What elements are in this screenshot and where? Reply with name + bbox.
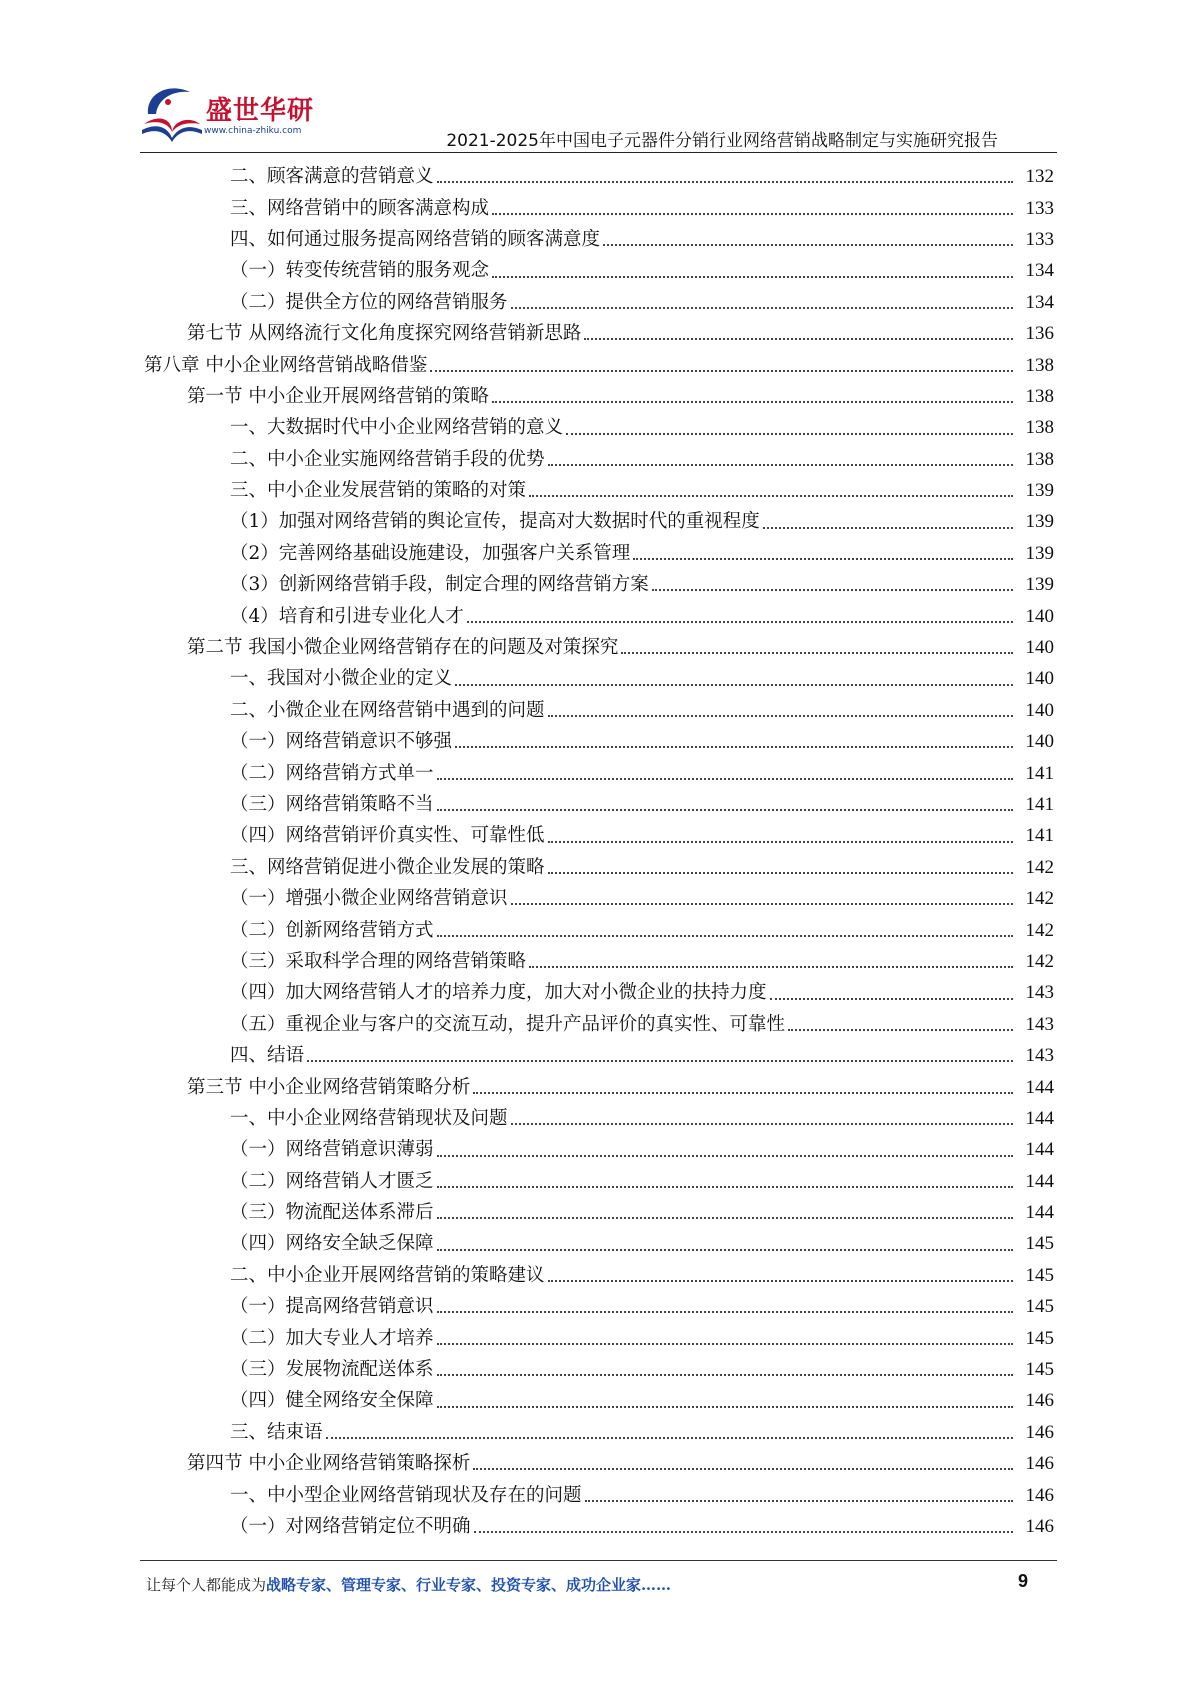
toc-entry-page: 145	[1025, 1233, 1054, 1255]
toc-entry[interactable]	[0, 1448, 1191, 1479]
toc-entry[interactable]	[0, 444, 1191, 475]
toc-entry[interactable]	[0, 1322, 1191, 1353]
toc-entry-page: 146	[1025, 1421, 1054, 1443]
toc-entry-title: 三、结束语	[230, 1421, 323, 1443]
toc-entry-page: 145	[1025, 1296, 1054, 1318]
toc-leader-dots	[437, 1217, 1013, 1219]
toc-entry-title: 第四节 中小企业网络营销策略探析	[187, 1453, 471, 1475]
toc-entry-page: 144	[1025, 1202, 1054, 1224]
toc-entry[interactable]	[0, 789, 1191, 820]
toc-entry-page: 139	[1025, 542, 1054, 564]
toc-entry-page: 141	[1025, 825, 1054, 847]
toc-leader-dots	[584, 338, 1013, 340]
toc-entry-title: 四、如何通过服务提高网络营销的顾客满意度	[230, 228, 601, 250]
toc-entry[interactable]	[0, 1166, 1191, 1197]
toc-entry[interactable]	[0, 1291, 1191, 1322]
toc-leader-dots	[473, 1468, 1013, 1470]
toc-entry-title: 第三节 中小企业网络营销策略分析	[187, 1076, 471, 1098]
toc-entry[interactable]	[0, 569, 1191, 600]
toc-entry-title: （4）培育和引进专业化人才	[230, 605, 464, 627]
toc-leader-dots	[455, 746, 1013, 748]
brand-logo	[138, 84, 338, 154]
toc-entry-title: （一）增强小微企业网络营销意识	[230, 888, 508, 910]
toc-entry-page: 142	[1025, 950, 1054, 972]
toc-entry[interactable]	[0, 914, 1191, 945]
toc-leader-dots	[467, 621, 1013, 623]
slogan-lead: 让每个人都能成为	[146, 1576, 267, 1594]
toc-leader-dots	[548, 841, 1013, 843]
toc-leader-dots	[511, 1123, 1013, 1125]
toc-entry[interactable]	[0, 538, 1191, 569]
toc-leader-dots	[652, 589, 1013, 591]
toc-entry-title: （2）完善网络基础设施建设，加强客户关系管理	[230, 542, 631, 564]
toc-leader-dots	[437, 1343, 1013, 1345]
toc-entry-title: 第八章 中小企业网络营销战略借鉴	[144, 354, 428, 376]
toc-leader-dots	[326, 1437, 1013, 1439]
toc-entry[interactable]	[0, 1479, 1191, 1510]
logo-url: www.china-zhiku.com	[204, 126, 302, 136]
toc-entry-title: （四）网络营销评价真实性、可靠性低	[230, 825, 545, 847]
toc-entry[interactable]	[0, 318, 1191, 349]
toc-entry[interactable]	[0, 1071, 1191, 1102]
toc-entry-page: 145	[1025, 1359, 1054, 1381]
toc-entry-title: （四）网络安全缺乏保障	[230, 1233, 434, 1255]
toc-entry-title: （二）网络营销人才匮乏	[230, 1170, 434, 1192]
toc-leader-dots	[585, 1500, 1013, 1502]
toc-entry-title: 四、结语	[230, 1045, 305, 1067]
toc-entry-title: 第二节 我国小微企业网络营销存在的问题及对策探究	[187, 637, 619, 659]
header-divider	[140, 152, 1057, 153]
toc-leader-dots	[621, 652, 1013, 654]
toc-entry-page: 144	[1025, 1170, 1054, 1192]
toc-leader-dots	[511, 307, 1013, 309]
toc-entry[interactable]	[0, 977, 1191, 1008]
toc-leader-dots	[548, 715, 1013, 717]
toc-entry[interactable]	[0, 381, 1191, 412]
toc-leader-dots	[437, 1249, 1013, 1251]
toc-entry[interactable]	[0, 1260, 1191, 1291]
toc-entry-title: （二）创新网络营销方式	[230, 919, 434, 941]
toc-entry-title: （三）网络营销策略不当	[230, 794, 434, 815]
toc-entry-page: 134	[1025, 260, 1054, 282]
toc-leader-dots	[437, 1374, 1013, 1376]
toc-entry-title: 一、中小型企业网络营销现状及存在的问题	[230, 1484, 582, 1506]
toc-leader-dots	[633, 558, 1013, 560]
toc-leader-dots	[492, 276, 1013, 278]
toc-entry[interactable]	[0, 726, 1191, 757]
toc-entry-title: 二、顾客满意的营销意义	[230, 166, 434, 188]
toc-entry[interactable]	[0, 192, 1191, 223]
toc-entry-page: 140	[1025, 731, 1054, 753]
toc-entry-title: （一）网络营销意识不够强	[230, 731, 453, 753]
toc-entry-page: 139	[1025, 511, 1054, 533]
toc-entry-page: 145	[1025, 1264, 1054, 1286]
toc-entry[interactable]	[0, 852, 1191, 883]
toc-entry-page: 138	[1025, 417, 1054, 439]
toc-entry-title: 二、中小企业开展网络营销的策略建议	[230, 1264, 545, 1286]
toc-entry-page: 140	[1025, 699, 1054, 721]
toc-entry-page: 145	[1025, 1327, 1054, 1349]
toc-entry[interactable]	[0, 1103, 1191, 1134]
toc-entry[interactable]	[0, 883, 1191, 914]
toc-entry[interactable]	[0, 1228, 1191, 1259]
toc-entry-page: 139	[1025, 480, 1054, 502]
toc-leader-dots	[437, 1406, 1013, 1408]
toc-entry-page: 140	[1025, 668, 1054, 690]
toc-entry-page: 144	[1025, 1107, 1054, 1129]
toc-entry-page: 141	[1025, 794, 1054, 815]
toc-entry-page: 142	[1025, 856, 1054, 878]
report-title: 2021-2025年中国电子元器件分销行业网络营销战略制定与实施研究报告	[446, 131, 998, 151]
toc-leader-dots	[770, 998, 1013, 1000]
toc-entry-page: 143	[1025, 1013, 1054, 1035]
toc-entry-page: 146	[1025, 1515, 1054, 1537]
toc-entry[interactable]	[0, 695, 1191, 726]
toc-leader-dots	[603, 244, 1013, 246]
toc-entry-title: （三）发展物流配送体系	[230, 1359, 434, 1381]
toc-entry-page: 142	[1025, 888, 1054, 910]
toc-leader-dots	[437, 778, 1013, 780]
toc-entry[interactable]	[0, 1385, 1191, 1416]
toc-entry-title: （二）网络营销方式单一	[230, 762, 434, 784]
toc-leader-dots	[430, 370, 1013, 372]
toc-entry-page: 146	[1025, 1453, 1054, 1475]
toc-entry-title: （1）加强对网络营销的舆论宣传，提高对大数据时代的重视程度	[230, 511, 760, 533]
toc-entry-page: 138	[1025, 385, 1054, 407]
toc-entry-page: 142	[1025, 919, 1054, 941]
toc-leader-dots	[788, 1029, 1013, 1031]
toc-entry-title: （二）提供全方位的网络营销服务	[230, 291, 508, 313]
toc-entry-page: 140	[1025, 637, 1054, 659]
toc-entry[interactable]	[0, 161, 1191, 192]
toc-entry[interactable]	[0, 1417, 1191, 1448]
toc-entry-page: 132	[1025, 166, 1054, 188]
footer-slogan	[146, 1574, 671, 1595]
toc-entry-page: 133	[1025, 197, 1054, 219]
toc-leader-dots	[437, 1311, 1013, 1313]
toc-entry-title: 二、小微企业在网络营销中遇到的问题	[230, 699, 545, 721]
toc-entry-page: 143	[1025, 1045, 1054, 1067]
toc-entry[interactable]	[0, 820, 1191, 851]
toc-entry-title: 三、网络营销中的顾客满意构成	[230, 197, 490, 219]
toc-leader-dots	[437, 1186, 1013, 1188]
toc-entry[interactable]	[0, 1134, 1191, 1165]
toc-entry[interactable]	[0, 663, 1191, 694]
toc-leader-dots	[473, 1092, 1013, 1094]
toc-leader-dots	[455, 684, 1013, 686]
toc-entry-title: （五）重视企业与客户的交流互动，提升产品评价的真实性、可靠性	[230, 1013, 786, 1035]
toc-entry-page: 133	[1025, 228, 1054, 250]
toc-entry[interactable]	[0, 1197, 1191, 1228]
toc-entry[interactable]	[0, 1009, 1191, 1040]
page-number: 9	[1018, 1571, 1029, 1591]
toc-entry-title: 一、大数据时代中小企业网络营销的意义	[230, 417, 564, 439]
toc-entry-title: 一、中小企业网络营销现状及问题	[230, 1107, 508, 1129]
toc-entry[interactable]	[0, 287, 1191, 318]
toc-entry[interactable]	[0, 1040, 1191, 1071]
toc-leader-dots	[492, 213, 1013, 215]
toc-entry-title: 三、网络营销促进小微企业发展的策略	[230, 856, 545, 878]
toc-entry-title: （四）健全网络安全保障	[230, 1390, 434, 1412]
toc-entry[interactable]	[0, 632, 1191, 663]
toc-entry-page: 138	[1025, 354, 1054, 376]
toc-entry-page: 139	[1025, 574, 1054, 596]
toc-entry-title: 三、中小企业发展营销的策略的对策	[230, 480, 527, 502]
toc-leader-dots	[492, 401, 1013, 403]
toc-leader-dots	[437, 935, 1013, 937]
toc-leader-dots	[437, 181, 1013, 183]
toc-leader-dots	[548, 1280, 1013, 1282]
toc-entry-page: 134	[1025, 291, 1054, 313]
toc-entry-title: （3）创新网络营销手段，制定合理的网络营销方案	[230, 574, 649, 596]
toc-entry-page: 138	[1025, 448, 1054, 470]
toc-entry[interactable]	[0, 475, 1191, 506]
toc-entry[interactable]	[0, 349, 1191, 380]
logo-wordmark: 盛世华研	[206, 96, 315, 126]
book-swoosh-icon	[138, 84, 204, 146]
toc-entry-page: 146	[1025, 1484, 1054, 1506]
toc-entry-title: （一）对网络营销定位不明确	[230, 1515, 471, 1537]
toc-entry-title: （二）加大专业人才培养	[230, 1327, 434, 1349]
toc-entry-page: 140	[1025, 605, 1054, 627]
toc-entry[interactable]	[0, 506, 1191, 537]
toc-entry-page: 144	[1025, 1076, 1054, 1098]
toc-entry[interactable]	[0, 1511, 1191, 1542]
toc-entry-title: （三）采取科学合理的网络营销策略	[230, 950, 527, 972]
toc-entry[interactable]	[0, 1354, 1191, 1385]
toc-leader-dots	[437, 809, 1013, 811]
toc-entry-title: （一）转变传统营销的服务观念	[230, 260, 490, 282]
toc-entry-title: （四）加大网络营销人才的培养力度，加大对小微企业的扶持力度	[230, 982, 767, 1004]
toc-entry-page: 141	[1025, 762, 1054, 784]
toc-entry[interactable]	[0, 224, 1191, 255]
toc-entry-title: （一）网络营销意识薄弱	[230, 1139, 434, 1161]
footer-divider	[140, 1560, 1057, 1561]
toc-entry[interactable]	[0, 412, 1191, 443]
toc-entry-title: 第一节 中小企业开展网络营销的策略	[187, 385, 489, 407]
toc-entry-title: （一）提高网络营销意识	[230, 1296, 434, 1318]
toc-entry-title: （三）物流配送体系滞后	[230, 1202, 434, 1224]
toc-entry[interactable]	[0, 757, 1191, 788]
toc-leader-dots	[529, 966, 1013, 968]
slogan-accent: 战略专家、管理专家、行业专家、投资专家、成功企业家……	[266, 1576, 672, 1594]
toc-leader-dots	[763, 527, 1013, 529]
toc-entry[interactable]	[0, 946, 1191, 977]
toc-entry-page: 146	[1025, 1390, 1054, 1412]
toc-leader-dots	[566, 433, 1013, 435]
toc-entry-title: 一、我国对小微企业的定义	[230, 668, 453, 690]
toc-leader-dots	[307, 1060, 1013, 1062]
toc-leader-dots	[437, 1155, 1013, 1157]
toc-entry-title: 二、中小企业实施网络营销手段的优势	[230, 448, 545, 470]
toc-entry-title: 第七节 从网络流行文化角度探究网络营销新思路	[187, 323, 582, 345]
page-header	[0, 0, 1191, 160]
toc-entry-page: 136	[1025, 323, 1054, 345]
toc-entry-page: 143	[1025, 982, 1054, 1004]
toc-leader-dots	[474, 1531, 1013, 1533]
toc-entry[interactable]	[0, 600, 1191, 631]
toc-entry[interactable]	[0, 255, 1191, 286]
toc-leader-dots	[511, 903, 1013, 905]
toc-entry-page: 144	[1025, 1139, 1054, 1161]
toc-leader-dots	[548, 872, 1013, 874]
table-of-contents	[0, 161, 1191, 1542]
toc-leader-dots	[529, 495, 1013, 497]
toc-leader-dots	[548, 464, 1013, 466]
